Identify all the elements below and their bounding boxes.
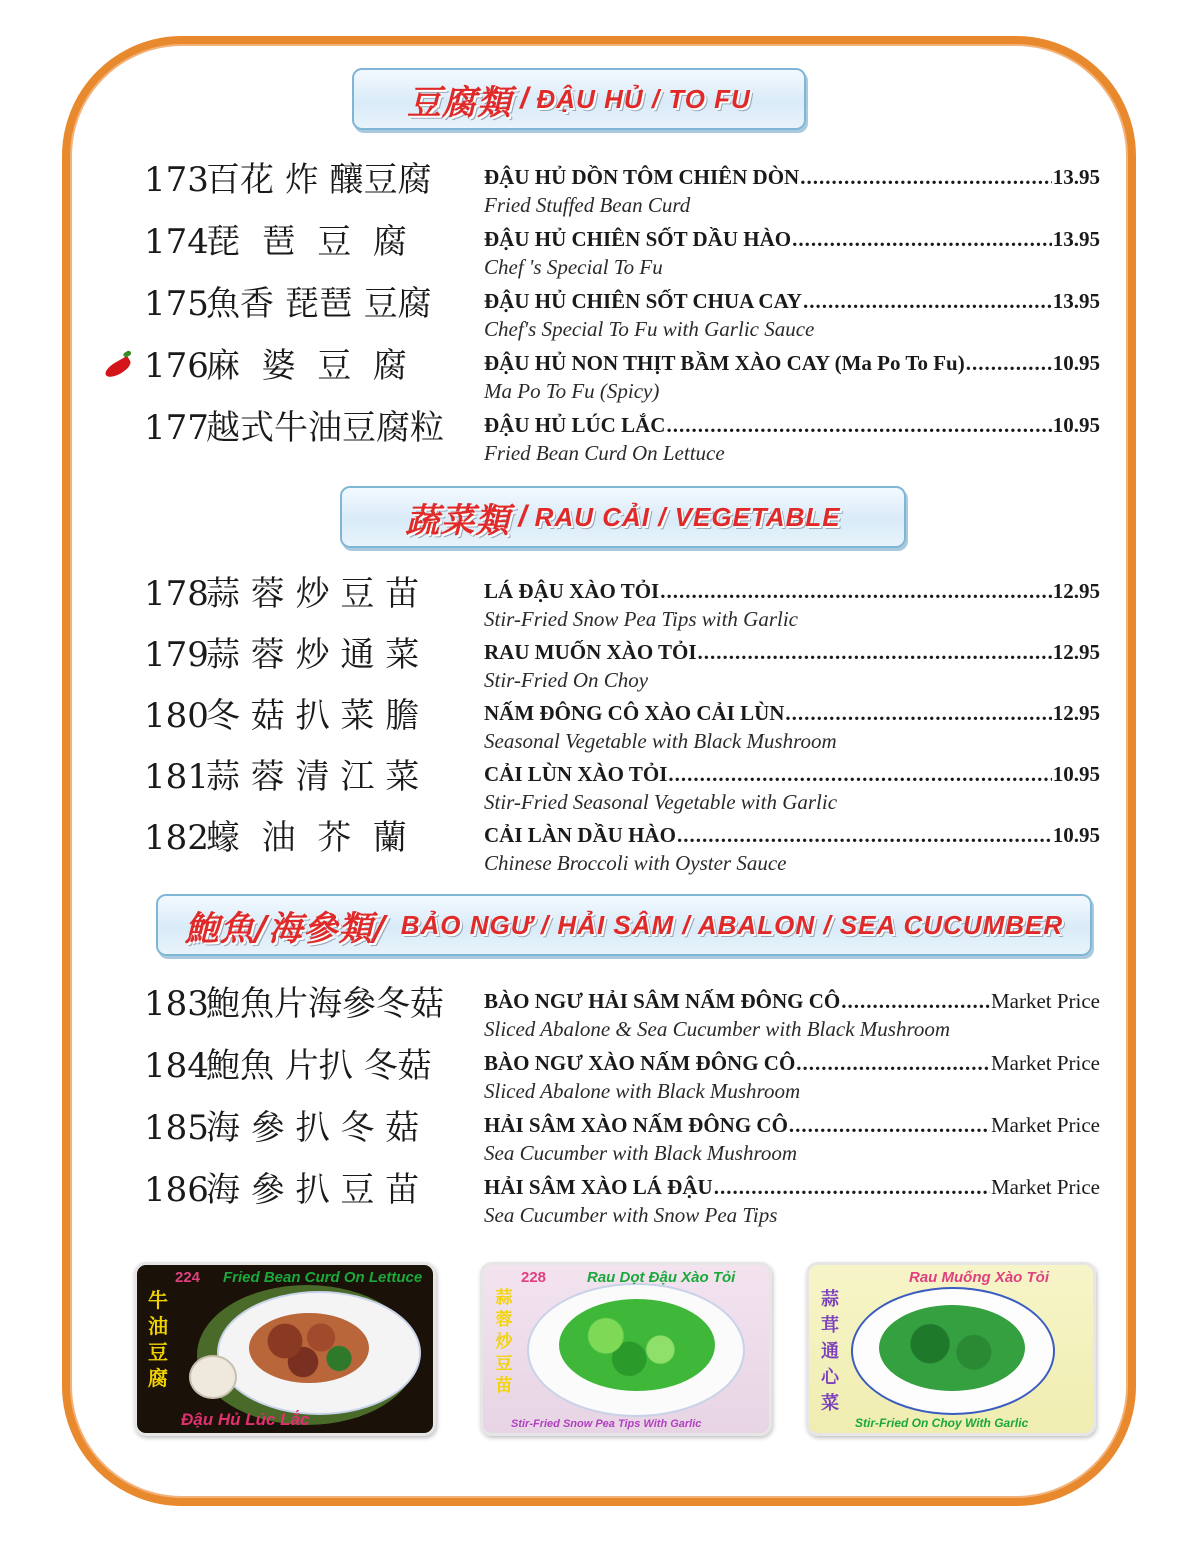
item-number: 186 bbox=[144, 1170, 209, 1210]
photo-caption: Rau Muống Xào Tỏi bbox=[909, 1269, 1049, 1286]
item-name-chinese: 海 參 扒 豆 苗 bbox=[206, 1170, 420, 1210]
item-name-vietnamese-row bbox=[484, 288, 1100, 314]
item-name-vietnamese: BÀO NGƯ XÀO NẤM ĐÔNG CÔ bbox=[484, 1051, 796, 1075]
item-name-chinese: 越式牛油豆腐粒 bbox=[206, 408, 444, 448]
item-price: 13.95 bbox=[1052, 165, 1100, 189]
item-name-vietnamese-row bbox=[484, 822, 1100, 848]
item-name-vietnamese-row bbox=[484, 226, 1100, 252]
item-name-english: Seasonal Vegetable with Black Mushroom bbox=[484, 729, 837, 753]
item-price: 10.95 bbox=[1052, 351, 1100, 375]
menu-item bbox=[140, 696, 1110, 758]
item-name-vietnamese: RAU MUỐN XÀO TỎI bbox=[484, 640, 697, 664]
photo-caption: Fried Bean Curd On Lettuce bbox=[223, 1269, 423, 1286]
menu-item bbox=[140, 222, 1110, 284]
item-name-vietnamese: HẢI SÂM XÀO LÁ ĐẬU bbox=[484, 1175, 713, 1199]
photo-bean-curd-lettuce bbox=[134, 1262, 436, 1436]
menu-item bbox=[140, 757, 1110, 819]
item-price: 10.95 bbox=[1052, 762, 1100, 786]
photo-bottom-label: Đậu Hủ Lúc Lắc bbox=[181, 1410, 310, 1429]
item-name-vietnamese-row bbox=[484, 578, 1100, 604]
item-number: 176 bbox=[144, 346, 209, 386]
photo-vertical-label: 蒜茸通心菜 bbox=[821, 1289, 839, 1414]
item-number: 184 bbox=[144, 1046, 209, 1086]
section-title-zh: 蔬菜類 bbox=[405, 500, 511, 541]
item-name-english: Fried Bean Curd On Lettuce bbox=[484, 441, 725, 465]
item-price: 12.95 bbox=[1052, 640, 1100, 664]
item-name-vietnamese-row bbox=[484, 164, 1100, 190]
dot-leader bbox=[966, 350, 1052, 376]
item-number: 182 bbox=[144, 818, 209, 858]
item-name-vietnamese-row bbox=[484, 761, 1100, 787]
item-price: Market Price bbox=[990, 989, 1100, 1013]
item-name-vietnamese: ĐẬU HỦ LÚC LẮC bbox=[484, 413, 666, 437]
photo-snow-pea-tips bbox=[480, 1262, 772, 1436]
item-number: 185 bbox=[144, 1108, 209, 1148]
menu-item bbox=[140, 408, 1110, 470]
item-name-english: Sea Cucumber with Black Mushroom bbox=[484, 1141, 798, 1165]
item-name-vietnamese-row bbox=[484, 700, 1100, 726]
photo-number: 224 bbox=[175, 1269, 201, 1286]
dot-leader bbox=[668, 761, 1051, 787]
item-name-english: Sliced Abalone & Sea Cucumber with Black Mushroom bbox=[484, 1017, 951, 1041]
menu-item bbox=[140, 160, 1110, 222]
section-banner-tofu bbox=[352, 68, 806, 130]
item-name-vietnamese-row bbox=[484, 412, 1100, 438]
item-name-vietnamese: BÀO NGƯ HẢI SÂM NẤM ĐÔNG CÔ bbox=[484, 989, 841, 1013]
item-price: 13.95 bbox=[1052, 227, 1100, 251]
item-name-chinese: 麻 婆 豆 腐 bbox=[206, 346, 407, 386]
item-name-english: Sliced Abalone with Black Mushroom bbox=[484, 1079, 801, 1103]
beef-tofu-cubes bbox=[249, 1313, 369, 1383]
item-name-chinese: 鮑魚 片扒 冬菇 bbox=[206, 1046, 432, 1086]
item-number: 174 bbox=[144, 222, 209, 262]
section-title-separator: / bbox=[518, 500, 527, 533]
item-name-chinese: 蠔 油 芥 蘭 bbox=[206, 818, 407, 858]
item-name-chinese: 鮑魚片海參冬菇 bbox=[206, 984, 444, 1024]
item-number: 183 bbox=[144, 984, 209, 1024]
item-name-vietnamese: LÁ ĐẬU XÀO TỎI bbox=[484, 579, 660, 603]
dot-leader bbox=[785, 700, 1051, 726]
menu-item bbox=[140, 635, 1110, 697]
item-name-english: Chef's Special To Fu with Garlic Sauce bbox=[484, 317, 815, 341]
menu-item bbox=[140, 574, 1110, 636]
item-name-english: Ma Po To Fu (Spicy) bbox=[484, 379, 660, 403]
dot-leader bbox=[677, 822, 1052, 848]
item-name-chinese: 冬 菇 扒 菜 膽 bbox=[206, 696, 420, 736]
section-title-en: RAU CẢI / VEGETABLE bbox=[534, 501, 841, 532]
menu-item bbox=[140, 1046, 1110, 1108]
dot-leader bbox=[841, 988, 990, 1014]
menu-item bbox=[140, 1170, 1110, 1232]
item-number: 181 bbox=[144, 757, 209, 797]
item-name-english: Fried Stuffed Bean Curd bbox=[484, 193, 691, 217]
dipping-sauce bbox=[189, 1355, 237, 1399]
dot-leader bbox=[714, 1174, 990, 1200]
photo-bottom-label: Stir-Fried Snow Pea Tips With Garlic bbox=[511, 1418, 702, 1430]
item-name-vietnamese-row bbox=[484, 350, 1100, 376]
item-price: Market Price bbox=[990, 1113, 1100, 1137]
item-name-english: Sea Cucumber with Snow Pea Tips bbox=[484, 1203, 778, 1227]
photo-vertical-label: 牛油豆腐 bbox=[148, 1288, 168, 1390]
item-name-vietnamese: HẢI SÂM XÀO NẤM ĐÔNG CÔ bbox=[484, 1113, 788, 1137]
on-choy bbox=[879, 1305, 1025, 1391]
menu-item bbox=[140, 1108, 1110, 1170]
item-name-english: Chef 's Special To Fu bbox=[484, 255, 663, 279]
section-banner-abalone bbox=[156, 894, 1092, 956]
dot-leader bbox=[803, 288, 1052, 314]
item-name-chinese: 蒜 蓉 炒 豆 苗 bbox=[206, 574, 420, 614]
item-name-vietnamese: ĐẬU HỦ CHIÊN SỐT CHUA CAY bbox=[484, 289, 802, 313]
item-name-vietnamese: NẤM ĐÔNG CÔ XÀO CẢI LÙN bbox=[484, 701, 785, 725]
item-name-vietnamese: CẢI LÙN XÀO TỎI bbox=[484, 762, 668, 786]
item-number: 173 bbox=[144, 160, 209, 200]
item-name-chinese: 海 參 扒 冬 菇 bbox=[206, 1108, 420, 1148]
item-number: 180 bbox=[144, 696, 209, 736]
item-number: 177 bbox=[144, 408, 209, 448]
photo-caption: Rau Dọt Đậu Xào Tỏi bbox=[587, 1269, 736, 1286]
item-name-english: Stir-Fried On Choy bbox=[484, 668, 649, 692]
item-name-english: Chinese Broccoli with Oyster Sauce bbox=[484, 851, 787, 875]
menu-item bbox=[140, 346, 1110, 408]
item-name-vietnamese-row bbox=[484, 1174, 1100, 1200]
photo-on-choy bbox=[806, 1262, 1096, 1436]
dot-leader bbox=[660, 578, 1052, 604]
dot-leader bbox=[792, 226, 1052, 252]
item-name-vietnamese: ĐẬU HỦ NON THỊT BẦM XÀO CAY (Ma Po To Fu) bbox=[484, 351, 965, 375]
menu-item bbox=[140, 284, 1110, 346]
item-name-english: Stir-Fried Snow Pea Tips with Garlic bbox=[484, 607, 799, 631]
item-number: 178 bbox=[144, 574, 209, 614]
item-name-vietnamese: ĐẬU HỦ DỒN TÔM CHIÊN DÒN bbox=[484, 165, 800, 189]
item-name-vietnamese-row bbox=[484, 1112, 1100, 1138]
item-name-vietnamese-row bbox=[484, 988, 1100, 1014]
item-number: 175 bbox=[144, 284, 209, 324]
item-name-chinese: 蒜 蓉 清 江 菜 bbox=[206, 757, 420, 797]
item-name-chinese: 魚香 琵琶 豆腐 bbox=[206, 284, 432, 324]
section-title-en: ĐẬU HỦ / TO FU bbox=[536, 83, 751, 114]
item-name-vietnamese-row bbox=[484, 1050, 1100, 1076]
section-title-en: BẢO NGƯ / HẢI SÂM / ABALON / SEA CUCUMBER bbox=[400, 909, 1064, 940]
section-title-zh: 鮑魚/海參類/ bbox=[184, 908, 387, 949]
dot-leader bbox=[666, 412, 1051, 438]
dot-leader bbox=[800, 164, 1052, 190]
item-name-chinese: 蒜 蓉 炒 通 菜 bbox=[206, 635, 420, 675]
dot-leader bbox=[789, 1112, 990, 1138]
photo-bottom-label: Stir-Fried On Choy With Garlic bbox=[855, 1416, 1029, 1430]
item-price: 10.95 bbox=[1052, 413, 1100, 437]
item-name-vietnamese: ĐẬU HỦ CHIÊN SỐT DẦU HÀO bbox=[484, 227, 792, 251]
photo-number: 228 bbox=[521, 1269, 547, 1286]
photo-vertical-label: 蒜蓉炒豆苗 bbox=[495, 1288, 513, 1396]
item-price: 10.95 bbox=[1052, 823, 1100, 847]
item-price: 13.95 bbox=[1052, 289, 1100, 313]
item-name-vietnamese: CẢI LÀN DẦU HÀO bbox=[484, 823, 676, 847]
item-price: Market Price bbox=[990, 1051, 1100, 1075]
section-banner-vegetable bbox=[340, 486, 906, 548]
section-title-zh: 豆腐類 bbox=[407, 82, 513, 123]
item-name-vietnamese-row bbox=[484, 639, 1100, 665]
section-title-separator: / bbox=[520, 82, 529, 115]
dot-leader bbox=[698, 639, 1052, 665]
item-price: Market Price bbox=[990, 1175, 1100, 1199]
item-price: 12.95 bbox=[1052, 579, 1100, 603]
dot-leader bbox=[796, 1050, 990, 1076]
item-number: 179 bbox=[144, 635, 209, 675]
item-name-chinese: 百花 炸 釀豆腐 bbox=[206, 160, 432, 200]
menu-item bbox=[140, 818, 1110, 880]
item-price: 12.95 bbox=[1052, 701, 1100, 725]
snow-pea-tips bbox=[559, 1299, 715, 1391]
menu-item bbox=[140, 984, 1110, 1046]
item-name-chinese: 琵 琶 豆 腐 bbox=[206, 222, 407, 262]
item-name-english: Stir-Fried Seasonal Vegetable with Garlic bbox=[484, 790, 838, 814]
